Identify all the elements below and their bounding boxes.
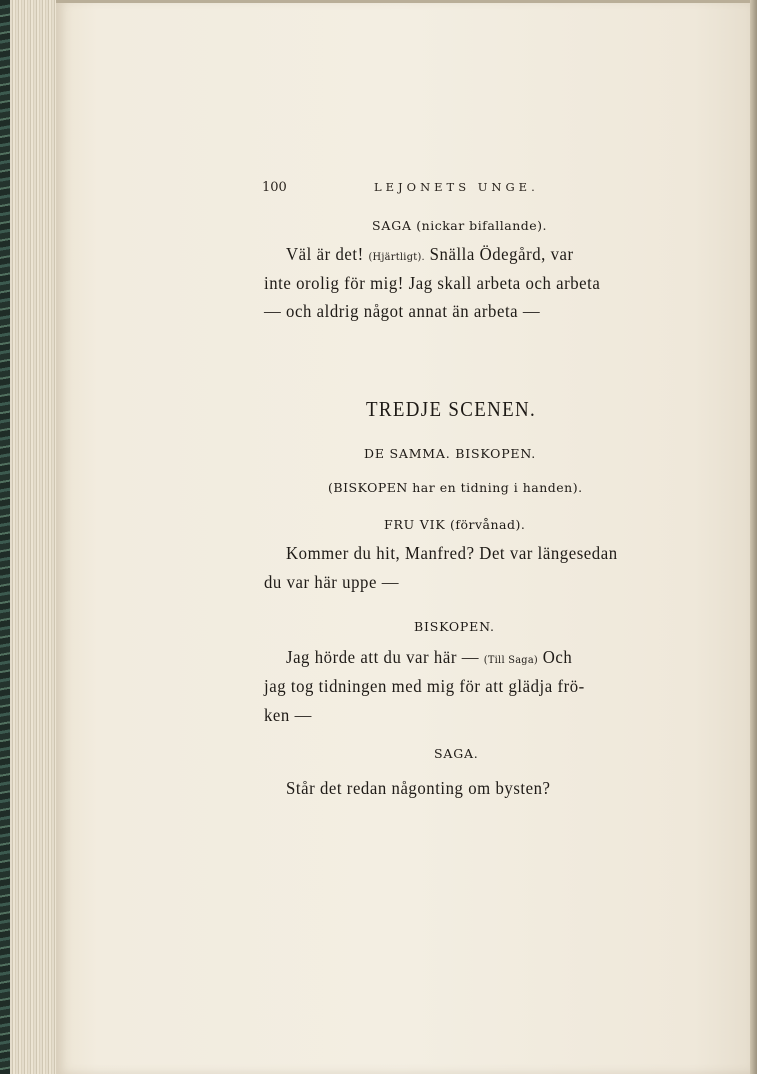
dialogue-line: Står det redan någonting om bysten? [286, 778, 551, 798]
speaker-heading-saga [372, 215, 547, 234]
cast-list: DE SAMMA. BISKOPEN. [364, 446, 537, 461]
page-right-edge [750, 0, 757, 1074]
speaker-direction: (nickar bifallande). [411, 218, 548, 233]
page-stack-edges [10, 0, 62, 1074]
dialogue-text: Väl är det! [286, 244, 369, 264]
speaker-heading-fru-vik [384, 514, 525, 533]
dialogue-line [286, 647, 572, 668]
speaker-heading-biskopen: BISKOPEN. [414, 619, 495, 634]
inline-direction: (Till Saga) [483, 654, 539, 666]
dialogue-line: ken — [264, 705, 312, 725]
dialogue-line: Kommer du hit, Manfred? Det var längesedan [286, 543, 618, 563]
speaker-direction: (förvånad). [445, 517, 526, 532]
speaker-name: FRU VIK [384, 517, 446, 532]
page-top-edge [56, 0, 757, 3]
dialogue-line: du var här uppe — [264, 572, 399, 592]
inline-direction: (Hjärtligt). [368, 251, 425, 263]
running-title: LEJONETS UNGE. [374, 180, 539, 194]
speaker-name: SAGA [372, 218, 412, 233]
dialogue-line: — och aldrig något annat än arbeta — [264, 301, 541, 321]
dialogue-text: Och [538, 647, 573, 667]
page-number: 100 [262, 180, 287, 195]
dialogue-text: Jag hörde att du var här — [286, 647, 484, 667]
dialogue-line: inte orolig för mig! Jag skall arbeta och arbeta [264, 273, 601, 293]
dialogue-text: Snälla Ödegård, var [424, 244, 574, 264]
dialogue-line: jag tog tidningen med mig för att glädja frö- [264, 676, 585, 696]
page [56, 0, 750, 1074]
speaker-heading-saga-2: SAGA. [434, 746, 479, 761]
scene-title: TREDJE SCENEN. [366, 397, 537, 421]
dialogue-line [286, 244, 574, 265]
stage-direction: (BISKOPEN har en tidning i handen). [328, 480, 583, 495]
